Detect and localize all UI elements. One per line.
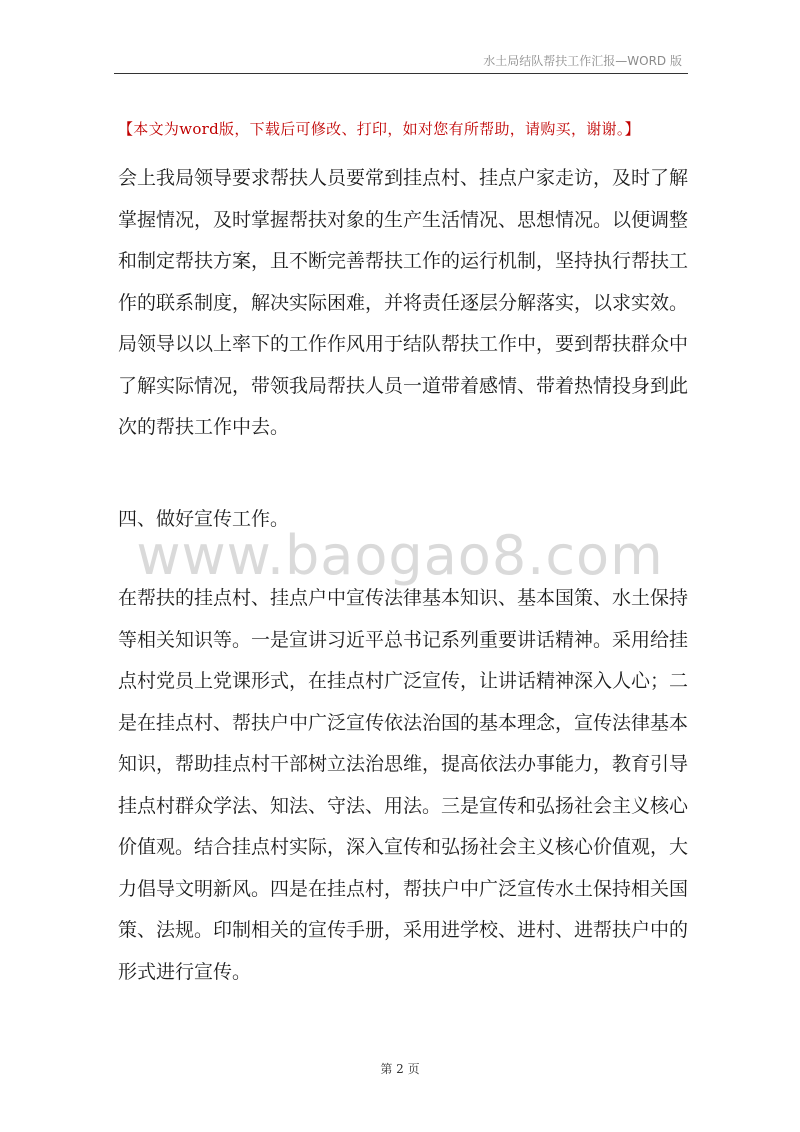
body-paragraph: 在帮扶的挂点村、挂点户中宣传法律基本知识、基本国策、水土保持等相关知识等。一是宣讲习近平总书记系列重要讲话精神。采用给挂点村党员上党课形式，在挂点村广泛宣传，让讲话精神深入人心；二是在挂点村、帮扶户中广泛宣传依法治国的基本理念，宣传法律基本知识，帮助挂点村干部树立法治思维，提高依法办事能力，教育引导挂点村群众学法、知法、守法、用法。三是宣传和弘扬社会主义核心价值观。结合挂点村实际，深入宣传和弘扬社会主义核心价值观，大力倡导文明新风。四是在挂点村，帮扶户中广泛宣传水土保持相关国策、法规。印制相关的宣传手册，采用进学校、进村、进帮扶户中的形式进行宣传。 <box>118 587 689 983</box>
section-heading: 四、做好宣传工作。 <box>118 508 290 530</box>
watermark: www.baogao8.com <box>136 524 664 587</box>
body-paragraph: 会上我局领导要求帮扶人员要常到挂点村、挂点户家走访，及时了解掌握情况，及时掌握帮扶对象的生产生活情况、思想情况。以便调整和制定帮扶方案，且不断完善帮扶工作的运行机制，坚持执行帮扶工作的联系制度，解决实际困难，并将责任逐层分解落实，以求实效。局领导以以上率下的工作作风用于结队帮扶工作中，要到帮扶群众中了解实际情况，带领我局帮扶人员一道带着感情、带着热情投身到此次的帮扶工作中去。 <box>118 167 689 438</box>
download-notice: 【本文为word版，下载后可修改、打印，如对您有所帮助，请购买，谢谢。】 <box>118 120 640 138</box>
running-header: 水土局结队帮扶工作汇报—WORD 版 <box>483 54 682 68</box>
header-divider <box>114 73 688 74</box>
page-number: 第 2 页 <box>380 1062 420 1076</box>
